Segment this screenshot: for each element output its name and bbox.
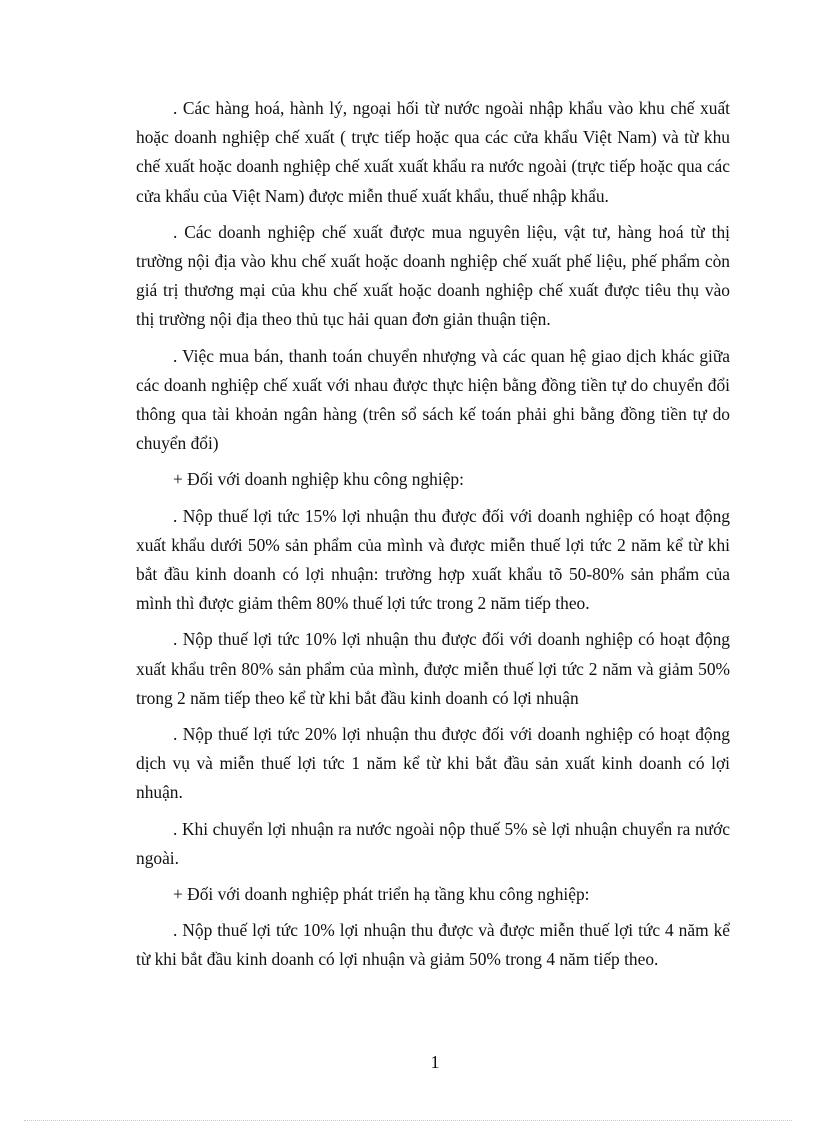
paragraph-profit-transfer: . Khi chuyển lợi nhuận ra nước ngoài nộp thuế 5% sè lợi nhuận chuyển ra nước ngoài. <box>136 818 730 868</box>
heading-infrastructure-enterprises: + Đối với doanh nghiệp phát triển hạ tầng khu công nghiệp: <box>173 884 590 905</box>
paragraph-domestic-materials: . Các doanh nghiệp chế xuất được mua nguyên liệu, vật tư, hàng hoá từ thị trường nội địa vào khu chế xuất hoặc doanh nghiệp chế xuất phế liệu, phế phẩm còn giá trị thương mại của khu chế xuất hoặc doanh nghiệp chế xuất được tiêu thụ vào thị trường nội địa theo thủ tục hải quan đơn giản thuận tiện. <box>136 221 730 330</box>
heading-industrial-zone-enterprises: + Đối với doanh nghiệp khu công nghiệp: <box>173 469 464 490</box>
body-text <box>136 94 730 982</box>
paragraph-tax-10-percent: . Nộp thuế lợi tức 10% lợi nhuận thu được đối với doanh nghiệp có hoạt động xuất khẩu trên 80% sản phẩm của mình, được miễn thuế lợi tức 2 năm và giảm 50% trong 2 năm tiếp theo kể từ khi bắt đầu kinh doanh có lợi nhuận <box>136 629 730 708</box>
page-bottom-divider <box>24 1120 792 1121</box>
page-number: 1 <box>430 1052 440 1072</box>
paragraph-tax-15-percent: . Nộp thuế lợi tức 15% lợi nhuận thu được đối với doanh nghiệp có hoạt động xuất khẩu dưới 50% sản phẩm của mình và được miễn thuế lợi tức 2 năm kể từ khi bắt đầu kinh doanh có lợi nhuận: trường hợp xuất khẩu tõ 50-80% sản phẩm của mình thì được giảm thêm 80% thuế lợi tức trong 2 năm tiếp theo. <box>136 505 730 614</box>
paragraph-transactions: . Việc mua bán, thanh toán chuyển nhượng và các quan hệ giao dịch khác giữa các doanh nghiệp chế xuất với nhau được thực hiện bằng đồng tiền tự do chuyển đổi thông qua tài khoản ngân hàng (trên sổ sách kế toán phải ghi bằng đồng tiền tự do chuyển đổi) <box>136 345 730 454</box>
paragraph-infrastructure-tax: . Nộp thuế lợi tức 10% lợi nhuận thu được và được miễn thuế lợi tức 4 năm kể từ khi bắt đầu kinh doanh có lợi nhuận và giảm 50% trong 4 năm tiếp theo. <box>136 920 730 970</box>
paragraph-export-processing-goods: . Các hàng hoá, hành lý, ngoại hối từ nước ngoài nhập khẩu vào khu chế xuất hoặc doanh nghiệp chế xuất ( trực tiếp hoặc qua các cửa khẩu Việt Nam) và từ khu chế xuất hoặc doanh nghiệp chế xuất xuất khẩu ra nước ngoài (trực tiếp hoặc qua các cửa khẩu của Việt Nam) được miễn thuế xuất khẩu, thuế nhập khẩu. <box>136 98 730 206</box>
paragraph-tax-20-percent: . Nộp thuế lợi tức 20% lợi nhuận thu được đối với doanh nghiệp có hoạt động dịch vụ và miễn thuế lợi tức 1 năm kể từ khi bắt đầu sản xuất kinh doanh có lợi nhuận. <box>136 724 730 803</box>
